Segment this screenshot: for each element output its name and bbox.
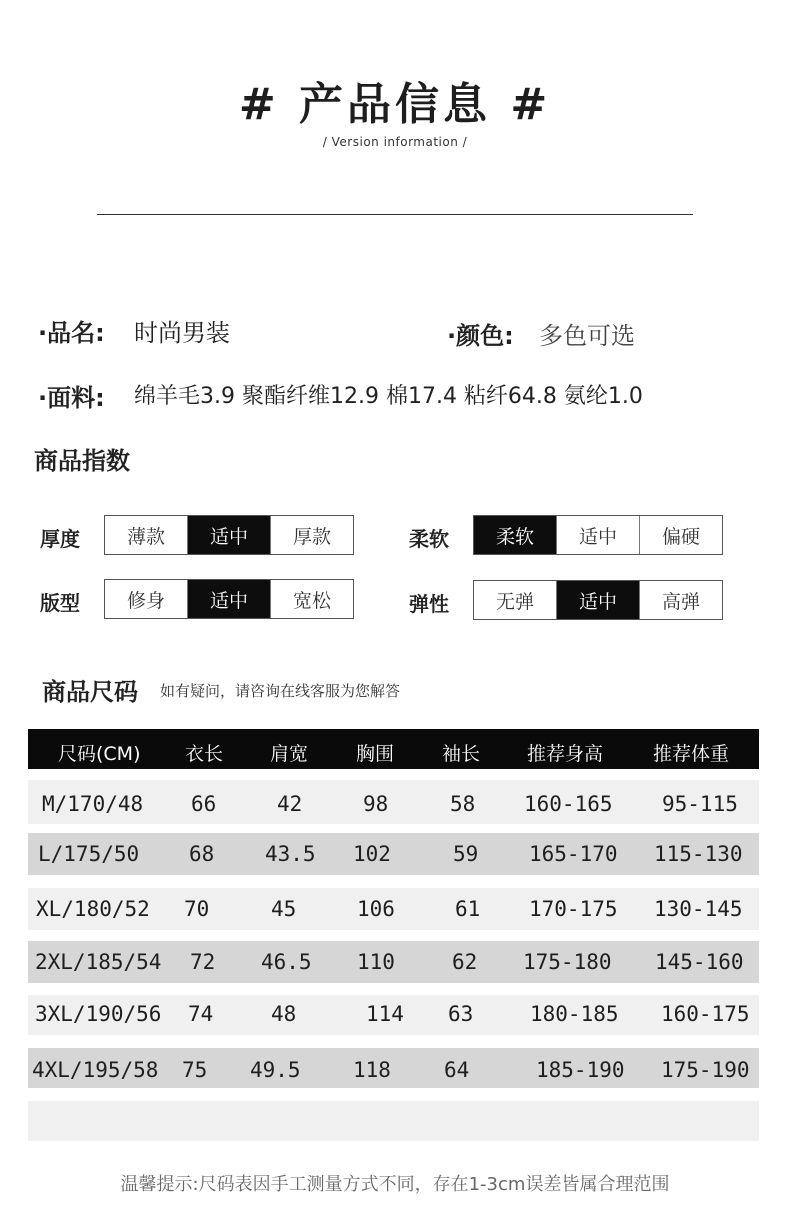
table-cell: 45 <box>271 897 297 921</box>
fabric-value: 绵羊毛3.9 聚酯纤维12.9 棉17.4 粘纤64.8 氨纶1.0 <box>134 384 643 409</box>
table-cell: 2XL/185/54 <box>35 950 162 974</box>
table-cell: XL/180/52 <box>36 897 150 921</box>
table-header-shoulder: 肩宽 <box>270 743 309 765</box>
table-cell: 48 <box>271 1002 297 1026</box>
table-cell: 46.5 <box>261 950 312 974</box>
table-header-weight: 推荐体重 <box>653 743 730 765</box>
table-header-sleeve: 袖长 <box>442 743 481 765</box>
table-cell: 98 <box>363 792 389 816</box>
color-value: 多色可选 <box>539 322 635 350</box>
name-value: 时尚男装 <box>134 319 230 347</box>
table-cell: 42 <box>277 792 303 816</box>
table-cell: 61 <box>455 897 481 921</box>
table-cell: 95-115 <box>662 792 738 816</box>
table-cell: L/175/50 <box>38 842 140 866</box>
table-header-height: 推荐身高 <box>527 743 604 765</box>
page-subtitle: / Version information / <box>322 135 468 149</box>
table-cell: 175-180 <box>523 950 612 974</box>
fit-options <box>104 579 354 619</box>
index-label-thickness: 厚度 <box>40 527 80 551</box>
name-label: ·品名: <box>38 319 105 347</box>
table-cell: 62 <box>452 950 478 974</box>
footer-note: 温馨提示:尺码表因手工测量方式不同，存在1-3cm误差皆属合理范围 <box>120 1174 670 1195</box>
table-cell: 63 <box>448 1002 474 1026</box>
option-elasticity-medium: 适中 <box>556 581 639 619</box>
table-cell: 72 <box>190 950 216 974</box>
thickness-options <box>104 515 354 555</box>
option-elasticity-high: 高弹 <box>639 581 722 619</box>
option-thickness-medium: 适中 <box>187 516 270 554</box>
option-softness-soft: 柔软 <box>474 516 556 554</box>
table-cell: 66 <box>191 792 217 816</box>
table-header-length: 衣长 <box>185 743 224 765</box>
table-cell: 70 <box>184 897 210 921</box>
option-softness-hard: 偏硬 <box>639 516 722 554</box>
table-cell: 118 <box>353 1058 391 1082</box>
table-cell: 75 <box>182 1058 208 1082</box>
table-cell: 59 <box>453 842 479 866</box>
fabric-label: ·面料: <box>38 384 105 412</box>
table-cell: M/170/48 <box>42 792 144 816</box>
elasticity-options <box>473 580 723 620</box>
page-title: # 产品信息 # <box>238 79 552 130</box>
table-cell: 145-160 <box>655 950 744 974</box>
table-cell: 74 <box>188 1002 214 1026</box>
index-label-softness: 柔软 <box>409 527 449 551</box>
table-cell: 43.5 <box>265 842 316 866</box>
table-cell: 170-175 <box>529 897 618 921</box>
table-cell: 165-170 <box>529 842 618 866</box>
table-header-size: 尺码(CM) <box>58 743 141 765</box>
divider <box>97 214 693 215</box>
table-cell: 180-185 <box>530 1002 619 1026</box>
table-header-chest: 胸围 <box>356 743 395 765</box>
option-thickness-thin: 薄款 <box>105 516 187 554</box>
size-section-note: 如有疑问，请咨询在线客服为您解答 <box>160 682 401 700</box>
table-cell: 4XL/195/58 <box>32 1058 159 1082</box>
option-fit-regular: 适中 <box>187 580 270 618</box>
table-cell: 115-130 <box>654 842 743 866</box>
index-label-elasticity: 弹性 <box>409 592 449 616</box>
option-thickness-thick: 厚款 <box>270 516 353 554</box>
table-cell: 160-165 <box>524 792 613 816</box>
table-cell: 102 <box>353 842 391 866</box>
index-label-fit: 版型 <box>40 591 80 615</box>
option-softness-medium: 适中 <box>556 516 639 554</box>
table-cell: 58 <box>450 792 476 816</box>
table-cell: 110 <box>357 950 395 974</box>
index-section-title: 商品指数 <box>34 447 130 475</box>
table-cell: 68 <box>189 842 215 866</box>
table-cell: 175-190 <box>661 1058 750 1082</box>
size-section-title: 商品尺码 <box>42 678 138 706</box>
table-cell: 64 <box>444 1058 470 1082</box>
table-cell: 185-190 <box>536 1058 625 1082</box>
table-cell: 49.5 <box>250 1058 301 1082</box>
table-cell: 160-175 <box>661 1002 750 1026</box>
softness-options <box>473 515 723 555</box>
table-cell: 130-145 <box>654 897 743 921</box>
color-label: ·颜色: <box>447 322 514 350</box>
option-fit-loose: 宽松 <box>270 580 353 618</box>
option-fit-slim: 修身 <box>105 580 187 618</box>
table-row-band <box>28 1101 759 1141</box>
table-cell: 3XL/190/56 <box>35 1002 162 1026</box>
option-elasticity-none: 无弹 <box>474 581 556 619</box>
table-cell: 106 <box>357 897 395 921</box>
table-cell: 114 <box>366 1002 404 1026</box>
